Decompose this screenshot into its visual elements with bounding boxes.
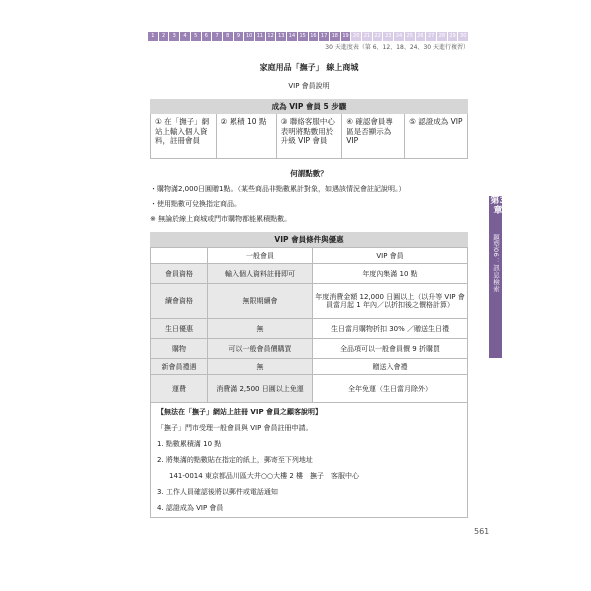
progress-day-cell: 29 bbox=[448, 32, 459, 41]
step-3: ③ 聯絡客服中心表明將點數用於升級 VIP 會員 bbox=[277, 114, 343, 158]
progress-day-cell: 10 bbox=[244, 32, 255, 41]
general-cell: 無 bbox=[208, 359, 313, 375]
doc-subtitle: VIP 會員說明 bbox=[288, 82, 330, 90]
notice-intro: 「撫子」門市受理一般會員與 VIP 會員註冊申請。 bbox=[157, 424, 313, 432]
points-line-1: ・購物滿2,000日圓贈1點。（某些商品非點數累計對象，如遇該情況會註記說明。） bbox=[150, 185, 406, 193]
table-row bbox=[151, 339, 468, 359]
progress-day-cell: 16 bbox=[309, 32, 320, 41]
progress-day-cell: 18 bbox=[330, 32, 341, 41]
progress-day-cell: 20 bbox=[351, 32, 362, 41]
step-4: ④ 確認會員專區是否顯示為 VIP bbox=[342, 114, 405, 158]
progress-day-cell: 1 bbox=[148, 32, 159, 41]
progress-day-cell: 2 bbox=[159, 32, 170, 41]
vip-cell: 生日當月購物折扣 30% ／贈送生日禮 bbox=[313, 319, 468, 339]
progress-day-cell: 21 bbox=[362, 32, 373, 41]
progress-day-cell: 30 bbox=[458, 32, 469, 41]
general-cell: 輸入個人資料註冊即可 bbox=[208, 264, 313, 284]
vip-cell: 年度內集滿 10 點 bbox=[313, 264, 468, 284]
table-row bbox=[151, 264, 468, 284]
general-cell: 無 bbox=[208, 319, 313, 339]
chapter-topic: 題型06：訊息檢索 bbox=[492, 234, 500, 293]
progress-day-cell: 11 bbox=[255, 32, 266, 41]
progress-day-cell: 24 bbox=[394, 32, 405, 41]
progress-day-cell: 8 bbox=[223, 32, 234, 41]
progress-day-cell: 6 bbox=[202, 32, 213, 41]
conditions-header: VIP 會員條件與優惠 bbox=[150, 232, 468, 247]
progress-day-cell: 12 bbox=[266, 32, 277, 41]
chapter-label: 第3章 bbox=[490, 196, 506, 216]
step-2: ② 累積 10 點 bbox=[217, 114, 277, 158]
notice-item-4: 4. 認證成為 VIP 會員 bbox=[157, 504, 224, 512]
general-cell: 可以一般會員價購買 bbox=[208, 339, 313, 359]
vip-cell: 年度消費金額 12,000 日圓以上（以升等 VIP 會員當月起 1 年內／以折扣後之價格計算） bbox=[313, 284, 468, 319]
progress-day-cell: 13 bbox=[276, 32, 287, 41]
progress-day-cell: 23 bbox=[383, 32, 394, 41]
page-number: 561 bbox=[474, 527, 490, 536]
document-body bbox=[150, 60, 468, 518]
points-note: ※ 無論於線上商城或門市購物都能累積點數。 bbox=[150, 215, 292, 223]
progress-day-cell: 26 bbox=[416, 32, 427, 41]
vip-cell: 贈送入會禮 bbox=[313, 359, 468, 375]
table-row bbox=[151, 284, 468, 319]
doc-title: 家庭用品「撫子」 線上商城 bbox=[259, 63, 359, 72]
progress-day-cell: 14 bbox=[287, 32, 298, 41]
step-1: ① 在「撫子」網站上輸入個人資料，註冊會員 bbox=[151, 114, 217, 158]
row-label: 會員資格 bbox=[151, 264, 208, 284]
notice-item-2: 2. 將集滿的點數貼在指定的紙上，郵寄至下列地址 bbox=[157, 456, 313, 464]
table-header-cell bbox=[151, 248, 208, 264]
progress-day-cell: 7 bbox=[212, 32, 223, 41]
step-5: ⑤ 認證成為 VIP bbox=[409, 117, 463, 126]
progress-day-cell: 15 bbox=[298, 32, 309, 41]
progress-day-cell: 4 bbox=[180, 32, 191, 41]
notice-address: 141-0014 東京都品川區大井○○大樓 2 樓 撫子 客服中心 bbox=[169, 472, 360, 480]
points-question: 何謂點數？ bbox=[290, 169, 328, 178]
progress-day-cell: 25 bbox=[405, 32, 416, 41]
progress-day-cell: 22 bbox=[373, 32, 384, 41]
table-header-cell: VIP 會員 bbox=[313, 248, 468, 264]
row-label: 購物 bbox=[151, 339, 208, 359]
table-header-cell: 一般會員 bbox=[208, 248, 313, 264]
row-label: 生日優惠 bbox=[151, 319, 208, 339]
points-line-2: ・使用點數可兌換指定商品。 bbox=[150, 200, 241, 208]
row-label: 新會員禮遇 bbox=[151, 359, 208, 375]
vip-cell: 全品項可以一般會員價 9 折購買 bbox=[313, 339, 468, 359]
notice-box bbox=[150, 403, 468, 518]
progress-day-cell: 19 bbox=[341, 32, 352, 41]
notice-item-3: 3. 工作人員確認後將以郵件或電話通知 bbox=[157, 488, 278, 496]
general-cell: 消費滿 2,500 日圓以上免運 bbox=[208, 375, 313, 403]
steps-header: 成為 VIP 會員 5 步驟 bbox=[150, 99, 468, 114]
table-header-row bbox=[151, 248, 468, 264]
progress-day-cell: 27 bbox=[426, 32, 437, 41]
progress-day-cell: 5 bbox=[191, 32, 202, 41]
row-label: 運費 bbox=[151, 375, 208, 403]
schedule-note: 30 天進度表（第 6、12、18、24、30 天進行複習） bbox=[325, 44, 469, 51]
progress-day-cell: 28 bbox=[437, 32, 448, 41]
table-row bbox=[151, 319, 468, 339]
progress-day-cell: 9 bbox=[234, 32, 245, 41]
progress-day-cell: 17 bbox=[319, 32, 330, 41]
notice-title: 【無法在「撫子」網站上註冊 VIP 會員之顧客說明】 bbox=[157, 408, 323, 416]
steps-row bbox=[150, 114, 468, 159]
table-row bbox=[151, 375, 468, 403]
progress-day-cell: 3 bbox=[169, 32, 180, 41]
table-row bbox=[151, 359, 468, 375]
general-cell: 無限期續會 bbox=[208, 284, 313, 319]
notice-item-1: 1. 點數累積滿 10 點 bbox=[157, 440, 222, 448]
conditions-table bbox=[150, 247, 468, 403]
vip-cell: 全年免運（生日當月除外） bbox=[313, 375, 468, 403]
row-label: 續會資格 bbox=[151, 284, 208, 319]
progress-bar bbox=[148, 32, 469, 41]
